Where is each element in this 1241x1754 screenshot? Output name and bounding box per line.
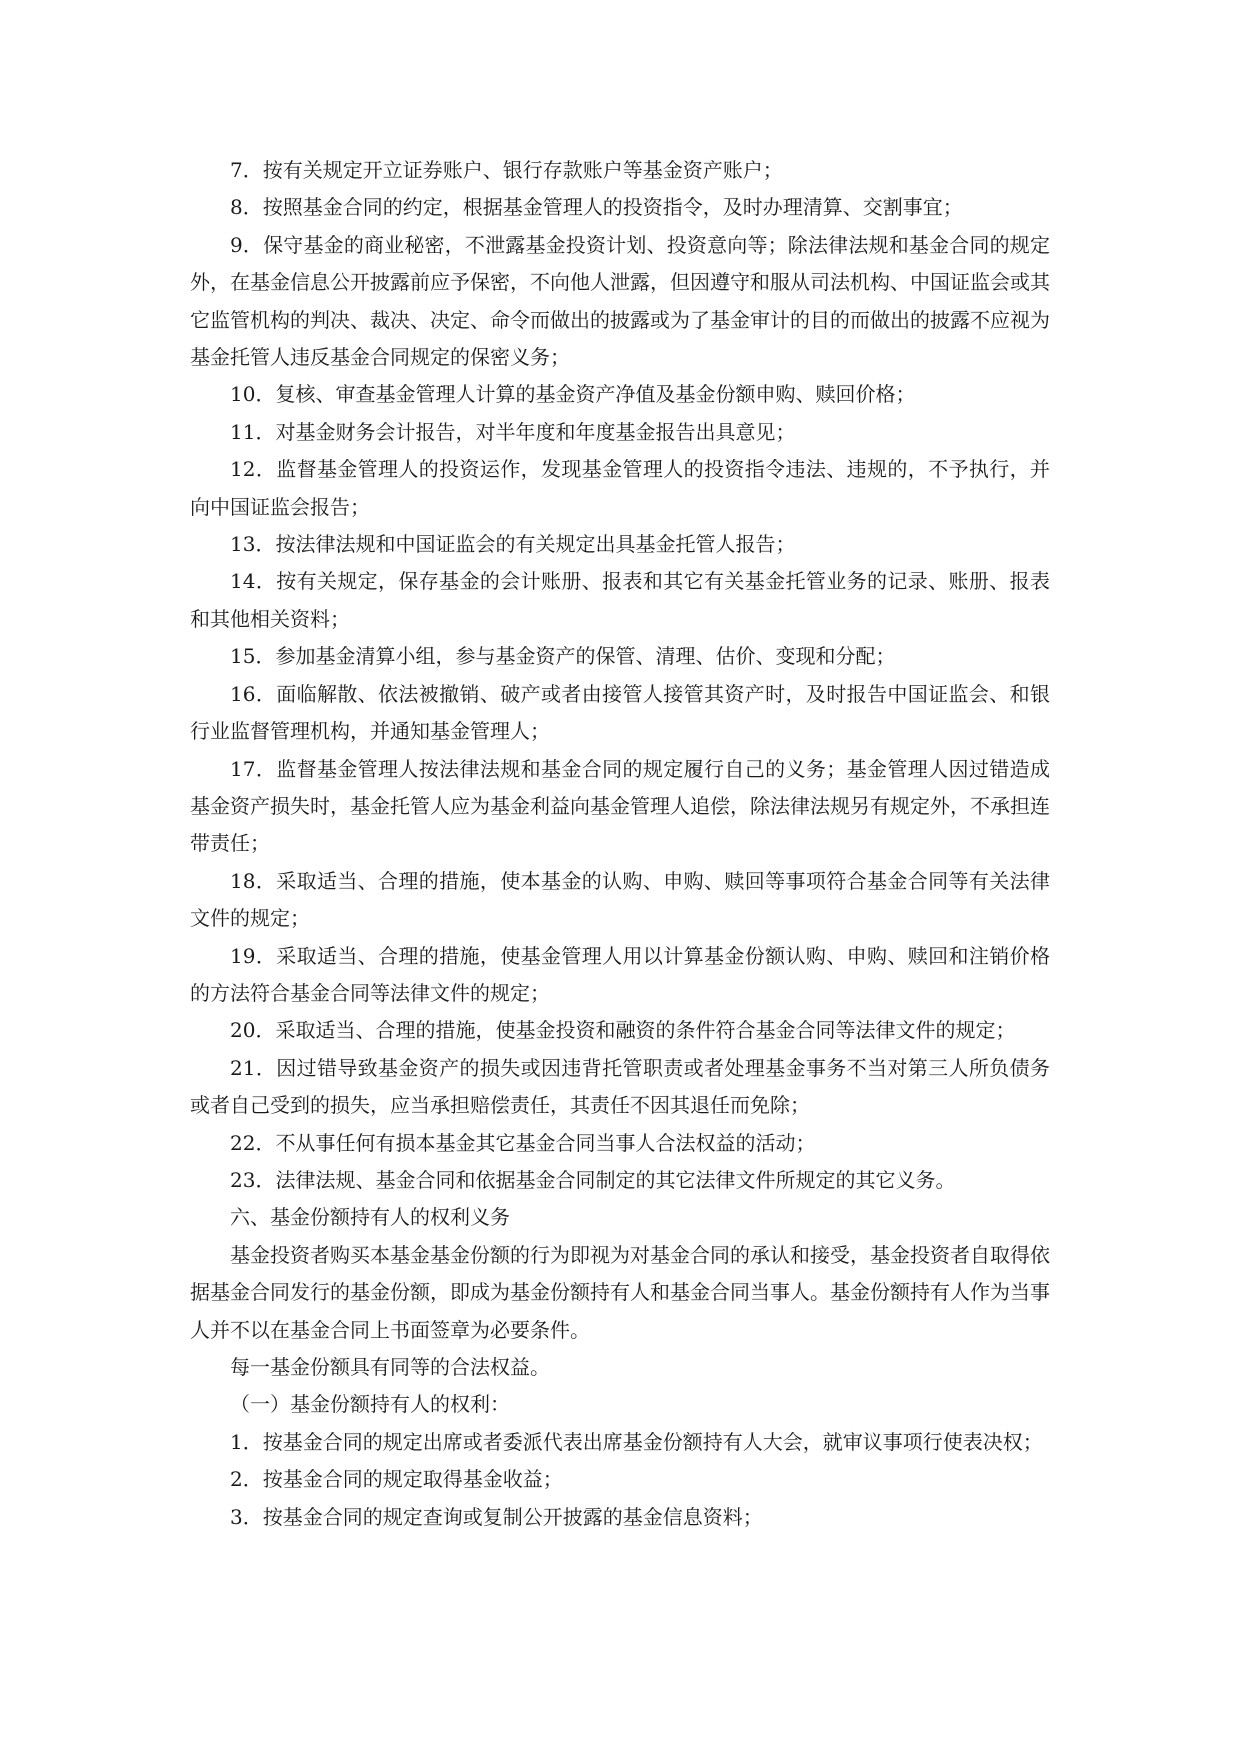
paragraph-item-16: 16．面临解散、依法被撤销、破产或者由接管人接管其资产时，及时报告中国证监会、和银行业监督管理机构，并通知基金管理人； [190, 681, 1050, 744]
paragraph-item-19: 19．采取适当、合理的措施，使基金管理人用以计算基金份额认购、申购、赎回和注销价格的方法符合基金合同等法律文件的规定； [190, 943, 1050, 1005]
paragraph-right-3: 3．按基金合同的规定查询或复制公开披露的基金信息资料； [230, 1504, 763, 1529]
paragraph-item-17: 17．监督基金管理人按法律法规和基金合同的规定履行自己的义务；基金管理人因过错造成基金资产损失时，基金托管人应为基金利益向基金管理人追偿，除法律法规另有规定外，不承担连带责任； [190, 756, 1050, 856]
paragraph-body: 每一基金份额具有同等的合法权益。 [230, 1355, 550, 1379]
paragraph-item-10: 10．复核、审查基金管理人计算的基金资产净值及基金份额申购、赎回价格； [230, 382, 916, 407]
paragraph-item-12: 12．监督基金管理人的投资运作，发现基金管理人的投资指令违法、违规的，不予执行，并向中国证监会报告； [190, 457, 1050, 519]
paragraph-item-20: 20．采取适当、合理的措施，使基金投资和融资的条件符合基金合同等法律文件的规定； [230, 1018, 1016, 1043]
paragraph-item-14: 14．按有关规定，保存基金的会计账册、报表和其它有关基金托管业务的记录、账册、报表和其他相关资料； [190, 569, 1050, 631]
paragraph-right-1: 1．按基金合同的规定出席或者委派代表出席基金份额持有人大会，就审议事项行使表决权； [230, 1429, 1043, 1454]
section-heading: 六、基金份额持有人的权利义务 [230, 1205, 510, 1230]
paragraph-right-2: 2．按基金合同的规定取得基金收益； [230, 1467, 563, 1492]
paragraph-item-7: 7．按有关规定开立证券账户、银行存款账户等基金资产账户； [230, 158, 783, 182]
paragraph-item-23: 23．法律法规、基金合同和依据基金合同制定的其它法律文件所规定的其它义务。 [230, 1167, 956, 1192]
paragraph-item-15: 15．参加基金清算小组，参与基金资产的保管、清理、估价、变现和分配； [230, 644, 896, 669]
paragraph-item-9: 9．保守基金的商业秘密，不泄露基金投资计划、投资意向等；除法律法规和基金合同的规定外，在基金信息公开披露前应予保密，不向他人泄露，但因遵守和服从司法机构、中国证监会或其它监管机构的判决、裁决、决定、命令而做出的披露或为了基金审计的目的而做出的披露不应视为基金托管人违反基金合同规定的保密义务； [190, 232, 1050, 370]
paragraph-item-21: 21．因过错导致基金资产的损失或因违背托管职责或者处理基金事务不当对第三人所负债务或者自己受到的损失，应当承担赔偿责任，其责任不因其退任而免除； [190, 1055, 1050, 1118]
paragraph-item-22: 22．不从事任何有损本基金其它基金合同当事人合法权益的活动； [230, 1130, 816, 1155]
document-page [190, 152, 1050, 1536]
paragraph-item-8: 8．按照基金合同的约定，根据基金管理人的投资指令，及时办理清算、交割事宜； [230, 195, 963, 220]
subsection-heading: （一）基金份额持有人的权利： [230, 1392, 510, 1417]
paragraph-item-18: 18．采取适当、合理的措施，使本基金的认购、申购、赎回等事项符合基金合同等有关法律文件的规定； [190, 868, 1050, 931]
paragraph-item-13: 13．按法律法规和中国证监会的有关规定出具基金托管人报告； [230, 532, 796, 557]
paragraph-item-11: 11．对基金财务会计报告，对半年度和年度基金报告出具意见； [230, 419, 796, 444]
paragraph-body: 基金投资者购买本基金基金份额的行为即视为对基金合同的承认和接受，基金投资者自取得依据基金合同发行的基金份额，即成为基金份额持有人和基金合同当事人。基金份额持有人作为当事人并不以在基金合同上书面签章为必要条件。 [190, 1242, 1050, 1342]
